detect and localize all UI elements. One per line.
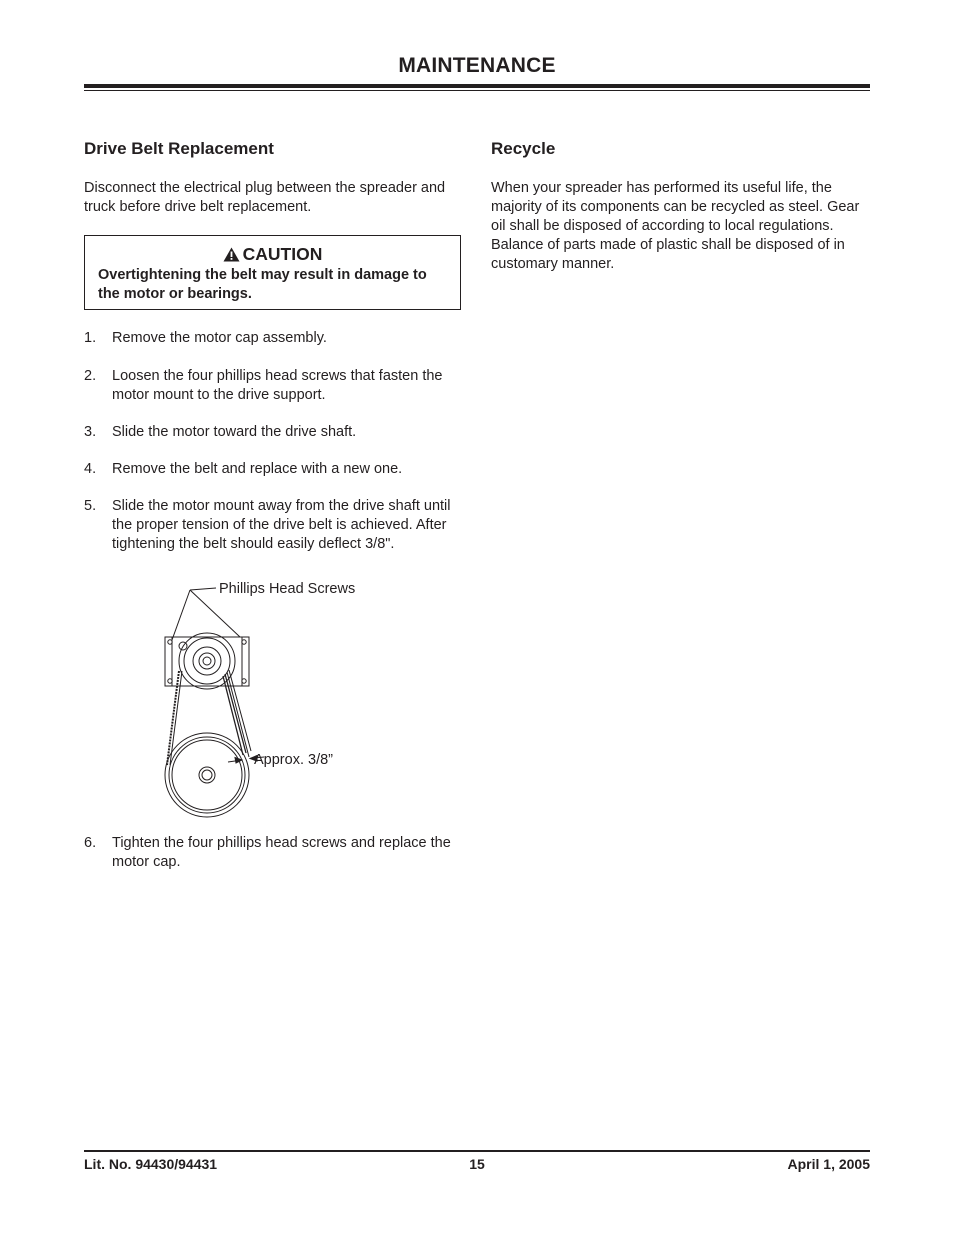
- step-text: Tighten the four phillips head screws and replace the motor cap.: [112, 835, 451, 870]
- drive-belt-section: [84, 138, 464, 217]
- drive-pulley: [165, 733, 249, 817]
- page-number: 15: [469, 1156, 485, 1172]
- header-rule-thick: [84, 84, 870, 88]
- page-title: MAINTENANCE: [398, 54, 556, 77]
- footer-rule: [84, 1150, 870, 1152]
- label-phillips-screws: Phillips Head Screws: [219, 581, 356, 597]
- caution-heading: [85, 244, 460, 264]
- header-rule-thin: [84, 90, 870, 91]
- screw-leader-left-2: [172, 590, 190, 640]
- footer-lit-no: Lit. No. 94430/94431: [84, 1156, 218, 1172]
- drive-belt-heading: Drive Belt Replacement: [84, 139, 274, 158]
- step-text: Remove the belt and replace with a new one.: [112, 461, 403, 477]
- step-text: Remove the motor cap assembly.: [112, 330, 327, 346]
- caution-label: CAUTION: [242, 244, 323, 264]
- step-number: 2.: [84, 368, 97, 384]
- recycle-section: [491, 138, 871, 274]
- drive-belt-intro: Disconnect the electrical plug between the spreader and truck before drive belt replacement.: [84, 180, 446, 215]
- step-number: 6.: [84, 835, 97, 851]
- step-text: Slide the motor toward the drive shaft.: [112, 424, 357, 440]
- step-number: 5.: [84, 498, 97, 514]
- recycle-heading: Recycle: [491, 139, 556, 158]
- caution-text: Overtightening the belt may result in damage to the motor or bearings.: [98, 267, 427, 302]
- step-text: Loosen the four phillips head screws that fasten the motor mount to the drive support.: [112, 368, 443, 403]
- recycle-text: When your spreader has performed its useful life, the majority of its components can be recycled as steel. Gear oil shall be disposed of according to local regulations. Balance of parts made of plastic shall be disposed of in customary manner.: [491, 180, 860, 272]
- step-number: 1.: [84, 330, 97, 346]
- step-number: 3.: [84, 424, 97, 440]
- step-number: 4.: [84, 461, 97, 477]
- label-deflection: Approx. 3/8”: [254, 752, 333, 768]
- screw-leader-left: [190, 588, 216, 590]
- warning-triangle-icon: [223, 247, 240, 262]
- caution-box: [84, 235, 461, 310]
- footer-date: April 1, 2005: [787, 1156, 870, 1172]
- step-text: Slide the motor mount away from the drive shaft until the proper tension of the drive belt is achieved. After tightening the belt should easily deflect 3/8".: [112, 498, 451, 552]
- belt-diagram: [150, 575, 380, 825]
